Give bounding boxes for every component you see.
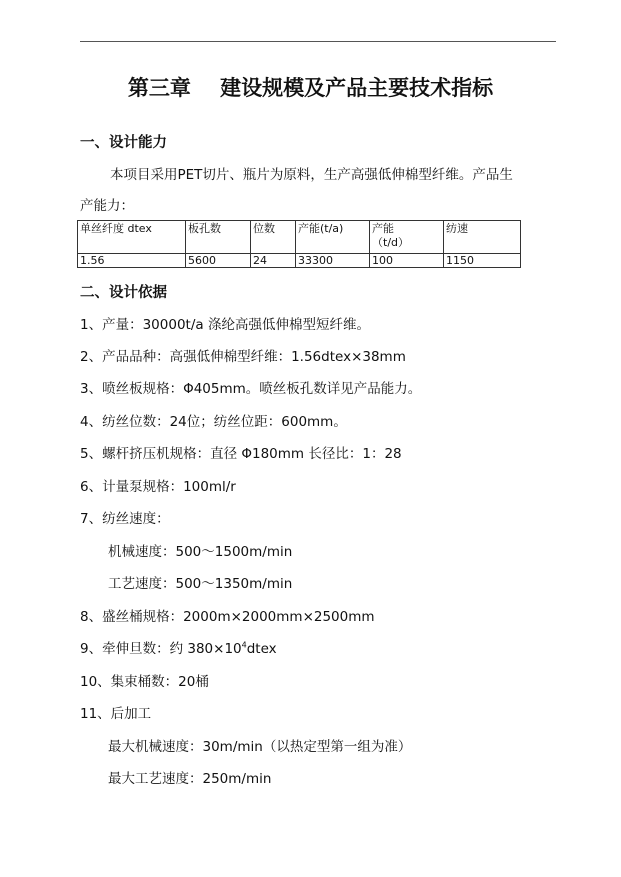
basis-item-can-spec: 8、盛丝桶规格：2000m×2000mm×2500mm xyxy=(80,609,375,625)
basis-item-draw-denier xyxy=(80,637,277,657)
basis-item-metering-pump: 6、计量泵规格：100ml/r xyxy=(80,479,236,495)
basis-item-spinning-speed: 7、纺丝速度： xyxy=(80,511,170,527)
basis-item-spinning-positions: 4、纺丝位数：24位；纺丝位距：600mm。 xyxy=(80,414,347,430)
table-header-row xyxy=(78,221,521,254)
capacity-table xyxy=(77,220,521,268)
table-cell: 33300 xyxy=(296,254,370,268)
section-heading-design-capacity: 一、设计能力 xyxy=(80,135,167,151)
basis-item-spinneret-spec: 3、喷丝板规格：Φ405mm。喷丝板孔数详见产品能力。 xyxy=(80,381,422,397)
table-cell: 24 xyxy=(251,254,296,268)
basis-subitem-mechanical-speed: 机械速度：500～1500m/min xyxy=(108,544,293,560)
table-cell: 1150 xyxy=(444,254,521,268)
table-cell: 1.56 xyxy=(78,254,186,268)
header-rule xyxy=(80,41,556,42)
chapter-title: 第三章 建设规模及产品主要技术指标 xyxy=(127,75,494,100)
draw-denier-unit: dtex xyxy=(246,641,277,657)
table-cell: 5600 xyxy=(186,254,251,268)
basis-item-post-processing: 11、后加工 xyxy=(80,706,152,722)
table-header-cell: 板孔数 xyxy=(186,221,251,254)
table-header-cell: 产能(t/a) xyxy=(296,221,370,254)
table-header-cell: 产能 （t/d） xyxy=(370,221,444,254)
table-row xyxy=(78,254,521,268)
table-header-cell: 单丝纤度 dtex xyxy=(78,221,186,254)
table-header-cell: 位数 xyxy=(251,221,296,254)
exponent-superscript: 4 xyxy=(241,640,247,650)
basis-item-product-variety: 2、产品品种：高强低伸棉型纤维：1.56dtex×38mm xyxy=(80,349,406,365)
basis-item-extruder-spec: 5、螺杆挤压机规格：直径 Φ180mm 长径比：1：28 xyxy=(80,446,402,462)
basis-item-output: 1、产量：30000t/a 涤纶高强低伸棉型短纤维。 xyxy=(80,317,370,333)
table-cell: 100 xyxy=(370,254,444,268)
paragraph-line-1: 本项目采用PET切片、瓶片为原料，生产高强低伸棉型纤维。产品生 xyxy=(110,167,513,183)
table-header-cell: 纺速 xyxy=(444,221,521,254)
basis-item-bundle-cans: 10、集束桶数：20桶 xyxy=(80,674,209,690)
section-heading-design-basis: 二、设计依据 xyxy=(80,285,167,301)
basis-subitem-max-process-speed: 最大工艺速度：250m/min xyxy=(108,771,272,787)
paragraph-line-2: 产能力： xyxy=(80,198,134,214)
draw-denier-text: 9、牵伸旦数：约 380×10 xyxy=(80,641,242,657)
basis-subitem-process-speed: 工艺速度：500～1350m/min xyxy=(108,576,293,592)
basis-subitem-max-mechanical-speed: 最大机械速度：30m/min（以热定型第一组为准） xyxy=(108,739,412,755)
